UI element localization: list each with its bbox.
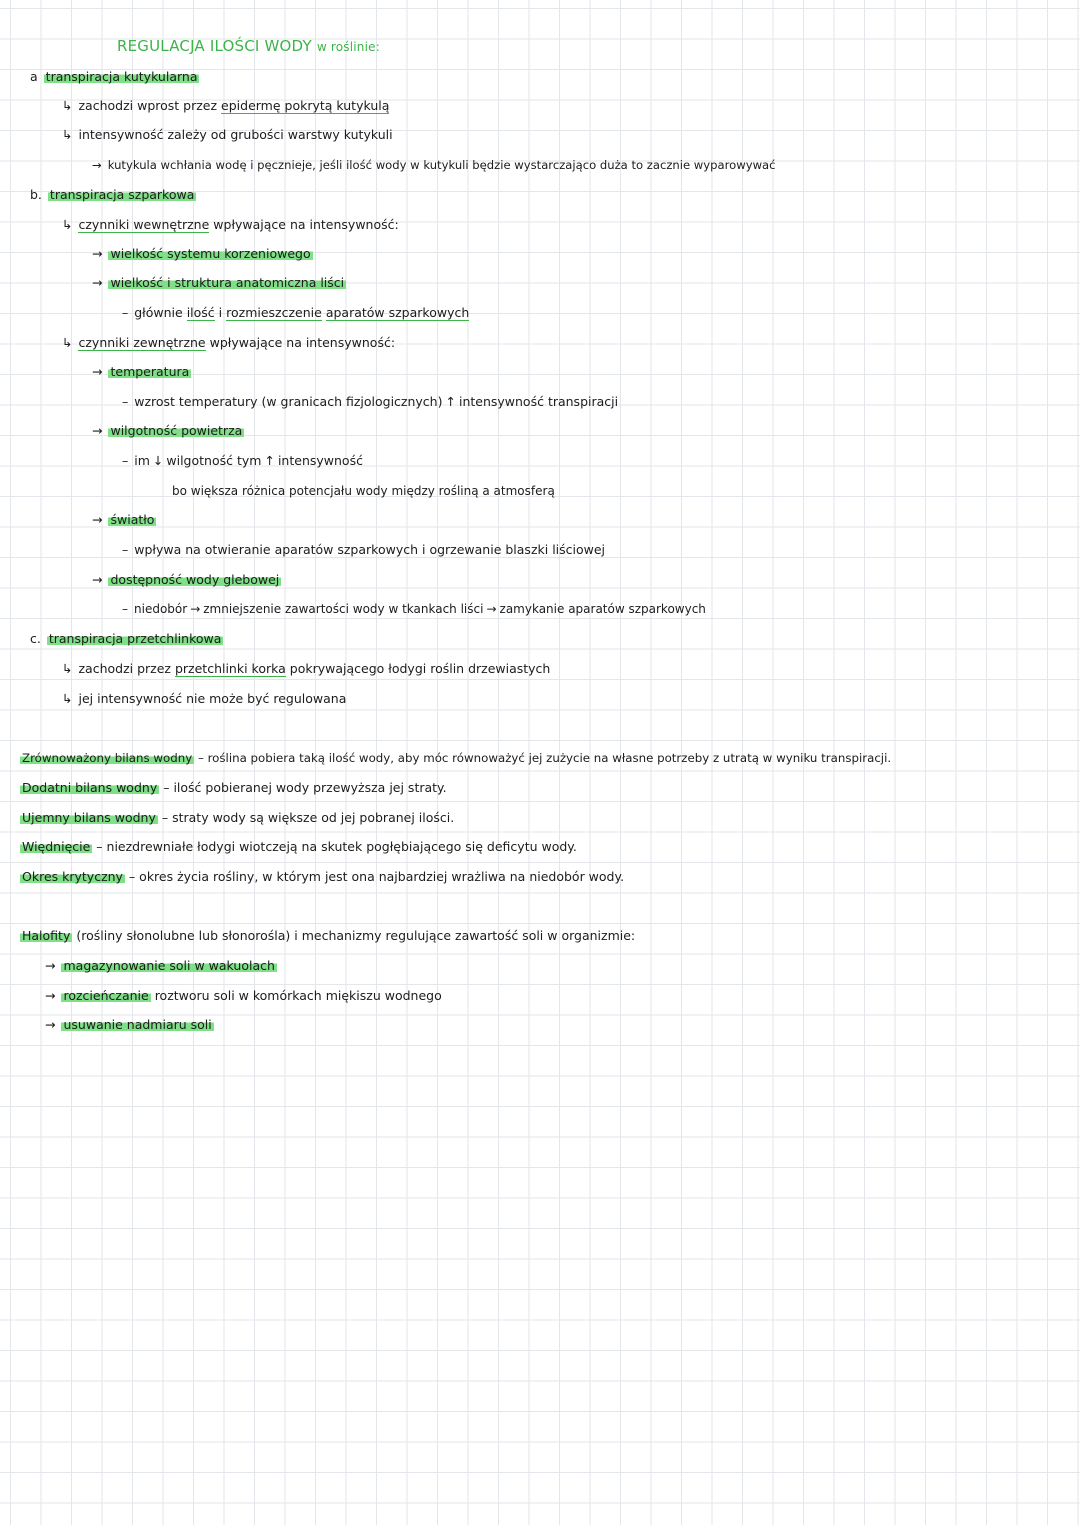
section-b-heading: b. transpiracja szparkowa <box>30 187 195 202</box>
halophytes-item-3: → usuwanie nadmiaru soli <box>45 1017 212 1032</box>
arrow-icon: → <box>92 275 103 290</box>
external-factor-humidity: → wilgotność powietrza <box>92 423 243 438</box>
arrow-icon: → <box>92 572 103 587</box>
arrow-icon: → <box>92 246 103 261</box>
internal-factor-2-detail: – głównie ilość i rozmieszczenie aparatów szparkowych <box>122 305 470 320</box>
internal-factor-1: → wielkość systemu korzeniowego <box>92 246 311 261</box>
halophytes-item-2: → rozcieńczanie roztworu soli w komórkach miękiszu wodnego <box>45 988 442 1003</box>
definition-positive: Dodatni bilans wodny – ilość pobieranej wody przewyższa jej straty. <box>22 780 447 795</box>
arrow-icon: → <box>190 602 201 616</box>
hook-arrow-icon: ↳ <box>62 217 73 232</box>
up-arrow-icon: ↑ <box>264 453 275 468</box>
external-factor-soil-water: → dostępność wody glebowej <box>92 572 280 587</box>
internal-factors-heading: ↳ czynniki wewnętrzne wpływające na intensywność: <box>62 217 399 232</box>
hook-arrow-icon: ↳ <box>62 661 73 676</box>
section-a-line-2: ↳ intensywność zależy od grubości warstwy kutykuli <box>62 127 393 142</box>
section-a-heading: a transpiracja kutykularna <box>30 69 198 84</box>
arrow-icon: → <box>92 423 103 438</box>
definition-negative: Ujemny bilans wodny – straty wody są większe od jej pobranej ilości. <box>22 810 455 825</box>
section-a-line-3: → kutykula wchłania wodę i pęcznieje, jeśli ilość wody w kutykuli będzie wystarczająco duża to zacznie wyparowywać <box>92 158 776 172</box>
external-factors-heading: ↳ czynniki zewnętrzne wpływające na intensywność: <box>62 335 396 350</box>
temperature-detail: – wzrost temperatury (w granicach fizjologicznych) ↑ intensywność transpiracji <box>122 394 619 409</box>
arrow-icon: → <box>92 512 103 527</box>
definition-wilting: Więdnięcie – niezdrewniałe łodygi wiotczeją na skutek pogłębiającego się deficytu wody. <box>22 839 577 854</box>
section-c-line-2: ↳ jej intensywność nie może być regulowana <box>62 691 347 706</box>
external-factor-light: → światło <box>92 512 155 527</box>
hook-arrow-icon: ↳ <box>62 98 73 113</box>
arrow-icon: → <box>486 602 497 616</box>
humidity-detail: – im ↓ wilgotność tym ↑ intensywność <box>122 453 363 468</box>
light-detail: – wpływa na otwieranie aparatów szparkowych i ogrzewanie blaszki liściowej <box>122 542 606 557</box>
humidity-reason: bo większa różnica potencjału wody między rośliną a atmosferą <box>172 484 555 498</box>
arrow-icon: → <box>45 988 56 1003</box>
arrow-icon: → <box>92 158 102 172</box>
section-c-heading: c. transpiracja przetchlinkowa <box>30 631 222 646</box>
definition-balanced: Zrównoważony bilans wodny – roślina pobiera taką ilość wody, aby móc równoważyć jej zużycie na własne potrzeby z utratą w wyniku transpiracji. <box>22 751 892 765</box>
definition-critical-period: Okres krytyczny – okres życia rośliny, w którym jest ona najbardziej wrażliwa na niedobór wody. <box>22 869 625 884</box>
internal-factor-2: → wielkość i struktura anatomiczna liści <box>92 275 345 290</box>
section-a-line-1: ↳ zachodzi wprost przez epidermę pokrytą kutykulą <box>62 98 390 113</box>
page-title <box>117 36 380 57</box>
external-factor-temperature: → temperatura <box>92 364 190 379</box>
section-c-line-1: ↳ zachodzi przez przetchlinki korka pokrywającego łodygi roślin drzewiastych <box>62 661 551 676</box>
arrow-icon: → <box>92 364 103 379</box>
hook-arrow-icon: ↳ <box>62 335 73 350</box>
hook-arrow-icon: ↳ <box>62 691 73 706</box>
arrow-icon: → <box>45 958 56 973</box>
arrow-icon: → <box>45 1017 56 1032</box>
halophytes-heading: Halofity (rośliny słonolubne lub słonorośla) i mechanizmy regulujące zawartość soli w organizmie: <box>22 928 636 943</box>
soil-water-detail: – niedobór → zmniejszenie zawartości wody w tkankach liści → zamykanie aparatów szparkowych <box>122 602 706 616</box>
up-arrow-icon: ↑ <box>445 394 456 409</box>
title-suffix: w roślinie: <box>316 40 380 54</box>
halophytes-item-1: → magazynowanie soli w wakuolach <box>45 958 275 973</box>
title-main: REGULACJA ILOŚCI WODY <box>117 37 312 55</box>
down-arrow-icon: ↓ <box>152 453 164 468</box>
hook-arrow-icon: ↳ <box>62 127 73 142</box>
